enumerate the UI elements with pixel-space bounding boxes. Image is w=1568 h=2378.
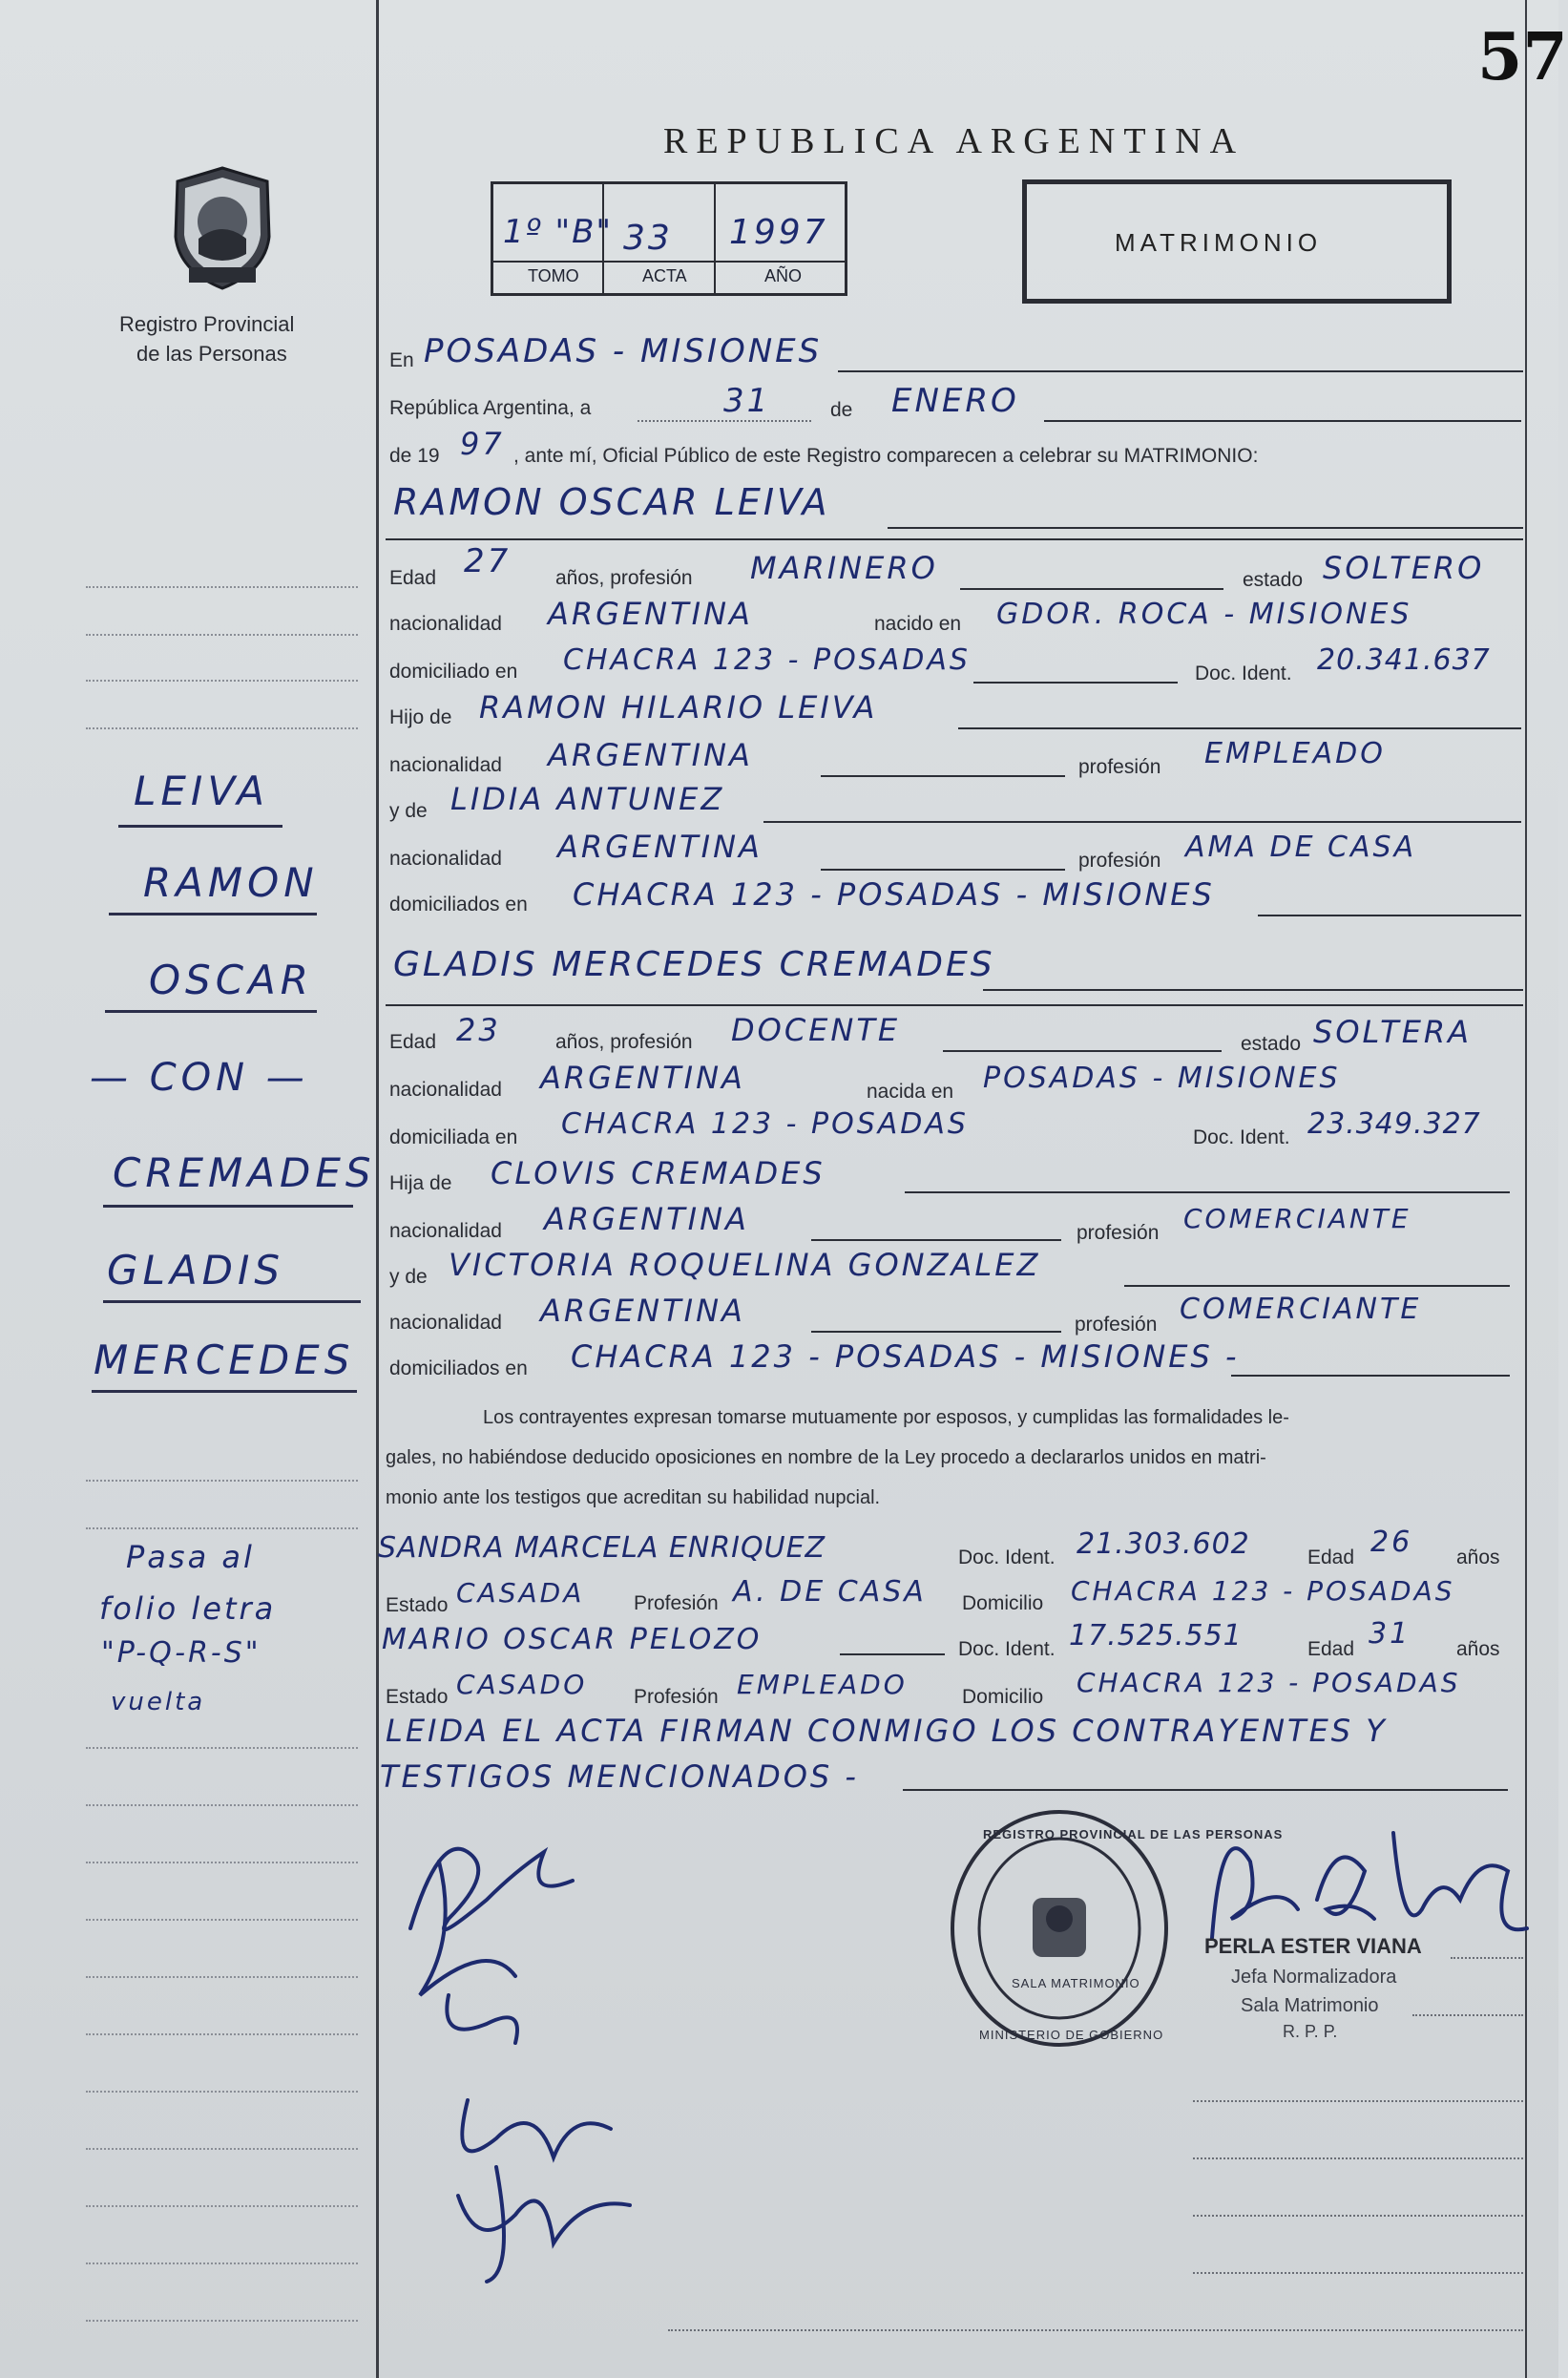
margin-annotation-2: folio letra bbox=[99, 1590, 277, 1627]
record-type: MATRIMONIO bbox=[1115, 228, 1323, 257]
dotted-line bbox=[668, 2329, 1523, 2331]
rule-line bbox=[888, 527, 1523, 529]
official-title-1: Jefa Normalizadora bbox=[1231, 1967, 1397, 1988]
rule-line bbox=[811, 1331, 1061, 1333]
label-estado: estado bbox=[1243, 569, 1304, 591]
label-y-de: y de bbox=[389, 800, 428, 822]
year-short-value: 97 bbox=[460, 426, 505, 462]
label-doc: Doc. Ident. bbox=[958, 1638, 1056, 1660]
label-estado2: Estado bbox=[386, 1686, 449, 1708]
label-nacionalidad: nacionalidad bbox=[389, 848, 502, 870]
label-domiciliado-en: domiciliado en bbox=[389, 661, 518, 683]
dotted-line bbox=[1193, 2215, 1523, 2217]
record-number-box bbox=[491, 181, 847, 296]
closing-line-2: TESTIGOS MENCIONADOS - bbox=[380, 1758, 859, 1795]
label-doc: Doc. Ident. bbox=[958, 1547, 1056, 1568]
dotted-line bbox=[1412, 2014, 1523, 2016]
margin-dotted-line bbox=[86, 2205, 358, 2207]
label-edad: Edad bbox=[389, 1031, 437, 1053]
label-nacionalidad: nacionalidad bbox=[389, 754, 502, 776]
stamp-ring-text: REGISTRO PROVINCIAL DE LAS PERSONAS bbox=[983, 1827, 1284, 1841]
margin-dotted-line bbox=[86, 727, 358, 729]
witness1-domicilio: CHACRA 123 - POSADAS bbox=[1071, 1575, 1455, 1607]
rule-line bbox=[386, 1004, 1523, 1006]
label-edad2: Edad bbox=[1307, 1638, 1355, 1660]
bride-nacida-en: POSADAS - MISIONES bbox=[983, 1062, 1341, 1095]
declaration-line-1: Los contrayentes expresan tomarse mutuamente por esposos, y cumplidas las formalidades le- bbox=[483, 1407, 1289, 1428]
margin-note-5: CREMADES bbox=[113, 1149, 376, 1196]
label-domiciliada-en: domiciliada en bbox=[389, 1126, 518, 1148]
rule-line bbox=[386, 538, 1523, 540]
groom-doc: 20.341.637 bbox=[1317, 643, 1491, 677]
label-nacionalidad: nacionalidad bbox=[389, 1220, 502, 1242]
rule-line bbox=[1231, 1375, 1510, 1377]
rule-line bbox=[960, 588, 1223, 590]
margin-note-1: LEIVA bbox=[134, 768, 269, 814]
witness1-name: SANDRA MARCELA ENRIQUEZ bbox=[378, 1531, 826, 1565]
dotted-line bbox=[1193, 2272, 1523, 2274]
label-nacionalidad: nacionalidad bbox=[389, 613, 502, 635]
label-domiciliados-en: domiciliados en bbox=[389, 894, 528, 915]
tomo-value: 1º "B" bbox=[503, 213, 614, 251]
registry-line-1: Registro Provincial bbox=[119, 312, 295, 336]
anio-value: 1997 bbox=[729, 213, 828, 252]
bride-domicilio: CHACRA 123 - POSADAS bbox=[561, 1107, 969, 1141]
label-doc-ident: Doc. Ident. bbox=[1193, 1126, 1290, 1148]
margin-dotted-line bbox=[86, 2091, 358, 2093]
margin-dotted-line bbox=[86, 2148, 358, 2150]
label-anos-profesion: años, profesión bbox=[555, 567, 693, 589]
groom-edad: 27 bbox=[464, 542, 512, 580]
label-nacido-en: nacido en bbox=[874, 613, 962, 635]
rule-line bbox=[821, 869, 1065, 871]
label-en: En bbox=[389, 349, 414, 371]
label-doc-ident: Doc. Ident. bbox=[1195, 663, 1292, 684]
bride-parents-domicilio: CHACRA 123 - POSADAS - MISIONES - bbox=[571, 1338, 1240, 1375]
rule-line bbox=[973, 682, 1178, 684]
margin-dotted-line bbox=[86, 1747, 358, 1749]
rule-line bbox=[983, 989, 1523, 991]
witness2-domicilio: CHACRA 123 - POSADAS bbox=[1077, 1667, 1461, 1698]
witness1-edad: 26 bbox=[1370, 1526, 1413, 1559]
registry-line-2: de las Personas bbox=[136, 342, 287, 366]
bride-father: CLOVIS CREMADES bbox=[491, 1155, 826, 1191]
margin-annotation-1: Pasa al bbox=[126, 1539, 255, 1575]
margin-underline bbox=[92, 1390, 357, 1393]
dotted-line bbox=[1193, 2100, 1523, 2102]
groom-mother: LIDIA ANTUNEZ bbox=[450, 781, 725, 817]
stamp-inner-text: SALA MATRIMONIO bbox=[1012, 1976, 1140, 1990]
margin-underline bbox=[105, 1010, 317, 1013]
witness1-profesion: A. DE CASA bbox=[733, 1575, 927, 1609]
bride-edad: 23 bbox=[456, 1012, 501, 1048]
groom-nacido-en: GDOR. ROCA - MISIONES bbox=[996, 598, 1412, 631]
groom-father-profesion: EMPLEADO bbox=[1204, 737, 1386, 770]
rule-line bbox=[1124, 1285, 1510, 1287]
stamp-bottom-text: MINISTERIO DE GOBIERNO bbox=[979, 2028, 1164, 2042]
label-anos: años bbox=[1456, 1638, 1500, 1660]
margin-dotted-line bbox=[86, 1480, 358, 1482]
label-profesion: profesión bbox=[1078, 756, 1161, 778]
label-de-19: de 19 bbox=[389, 445, 440, 467]
label-edad: Edad bbox=[389, 567, 437, 589]
witness2-doc: 17.525.551 bbox=[1069, 1619, 1243, 1652]
margin-note-4: — CON — bbox=[90, 1056, 309, 1100]
margin-dotted-line bbox=[86, 680, 358, 682]
official-stamp bbox=[945, 1804, 1174, 2052]
month-value: ENERO bbox=[891, 382, 1019, 420]
label-hijo-de: Hijo de bbox=[389, 706, 452, 728]
rule-line bbox=[943, 1050, 1222, 1052]
groom-father: RAMON HILARIO LEIVA bbox=[479, 689, 878, 726]
groom-estado: SOLTERO bbox=[1323, 550, 1485, 586]
rule-line bbox=[838, 370, 1523, 372]
right-border bbox=[1525, 0, 1527, 2378]
province-seal-logo bbox=[160, 162, 284, 296]
witness1-estado: CASADA bbox=[456, 1577, 585, 1609]
groom-name: RAMON OSCAR LEIVA bbox=[393, 481, 830, 523]
record-type-box bbox=[1022, 179, 1452, 304]
bride-estado: SOLTERA bbox=[1313, 1014, 1473, 1050]
declaration-line-2: gales, no habiéndose deducido oposiciones en nombre de la Ley procedo a declararlos unidos en matri- bbox=[386, 1447, 1266, 1468]
label-edad2: Edad bbox=[1307, 1547, 1355, 1568]
margin-dotted-line bbox=[86, 634, 358, 636]
witness2-estado: CASADO bbox=[456, 1669, 588, 1700]
margin-dotted-line bbox=[86, 2320, 358, 2322]
label-y-de: y de bbox=[389, 1266, 428, 1288]
margin-underline bbox=[103, 1205, 353, 1208]
margin-underline bbox=[103, 1300, 361, 1303]
label-domicilio: Domicilio bbox=[962, 1686, 1044, 1708]
label-domicilio: Domicilio bbox=[962, 1592, 1044, 1614]
witness2-profesion: EMPLEADO bbox=[737, 1669, 908, 1700]
label-anos: años bbox=[1456, 1547, 1500, 1568]
country-title: REPUBLICA ARGENTINA bbox=[663, 121, 1245, 161]
label-domiciliados-en: domiciliados en bbox=[389, 1357, 528, 1379]
page-number: 57 bbox=[1477, 19, 1568, 95]
bride-nacionalidad: ARGENTINA bbox=[540, 1060, 745, 1096]
bride-name: GLADIS MERCEDES CREMADES bbox=[393, 945, 995, 984]
margin-dotted-line bbox=[86, 1862, 358, 1863]
label-nacionalidad: nacionalidad bbox=[389, 1079, 502, 1101]
margin-dotted-line bbox=[86, 1527, 358, 1529]
signature-scribbles bbox=[382, 1795, 668, 2291]
witness2-edad: 31 bbox=[1369, 1617, 1411, 1651]
rule-line bbox=[763, 821, 1521, 823]
label-comparecen: , ante mí, Oficial Público de este Registro comparecen a celebrar su MATRIMONIO: bbox=[513, 445, 1259, 467]
tomo-label: TOMO bbox=[528, 266, 579, 285]
margin-dotted-line bbox=[86, 586, 358, 588]
label-republica: República Argentina, a bbox=[389, 397, 592, 419]
bride-mother-profesion: COMERCIANTE bbox=[1180, 1293, 1422, 1326]
official-title-2: Sala Matrimonio bbox=[1241, 1995, 1379, 2016]
margin-annotation-4: vuelta bbox=[111, 1688, 206, 1716]
bride-profesion: DOCENTE bbox=[731, 1012, 901, 1048]
rule-line bbox=[903, 1789, 1508, 1791]
label-profesion: profesión bbox=[1077, 1222, 1160, 1244]
bride-father-profesion: COMERCIANTE bbox=[1183, 1203, 1411, 1234]
declaration-line-3: monio ante los testigos que acreditan su habilidad nupcial. bbox=[386, 1487, 881, 1508]
label-hija-de: Hija de bbox=[389, 1172, 452, 1194]
margin-dotted-line bbox=[86, 1976, 358, 1978]
groom-mother-nacionalidad: ARGENTINA bbox=[557, 829, 763, 865]
label-nacida-en: nacida en bbox=[867, 1081, 954, 1103]
label-nacionalidad: nacionalidad bbox=[389, 1312, 502, 1334]
label-de: de bbox=[830, 399, 853, 421]
groom-profesion: MARINERO bbox=[750, 550, 938, 586]
bride-father-nacionalidad: ARGENTINA bbox=[544, 1201, 749, 1237]
margin-annotation-3: "P-Q-R-S" bbox=[101, 1636, 261, 1670]
label-profesion: profesión bbox=[1075, 1314, 1158, 1336]
groom-nacionalidad: ARGENTINA bbox=[548, 596, 753, 632]
margin-note-2: RAMON bbox=[143, 859, 319, 906]
label-estado2: Estado bbox=[386, 1594, 449, 1616]
groom-domicilio: CHACRA 123 - POSADAS bbox=[563, 643, 971, 677]
margin-dotted-line bbox=[86, 2262, 358, 2264]
groom-parents-domicilio: CHACRA 123 - POSADAS - MISIONES bbox=[573, 876, 1215, 913]
bride-mother: VICTORIA ROQUELINA GONZALEZ bbox=[449, 1247, 1041, 1283]
day-value: 31 bbox=[723, 382, 771, 420]
rule-line bbox=[905, 1191, 1510, 1193]
rule-line bbox=[1258, 915, 1521, 916]
label-profesion2: Profesión bbox=[634, 1592, 719, 1614]
margin-underline bbox=[109, 913, 317, 915]
dotted-line bbox=[1193, 2157, 1523, 2159]
bride-doc: 23.349.327 bbox=[1307, 1107, 1481, 1141]
label-anos-profesion: años, profesión bbox=[555, 1031, 693, 1053]
bride-mother-nacionalidad: ARGENTINA bbox=[540, 1293, 745, 1329]
acta-label: ACTA bbox=[642, 266, 687, 285]
margin-note-3: OSCAR bbox=[149, 957, 313, 1003]
anio-label: AÑO bbox=[764, 266, 803, 285]
rule-line bbox=[958, 727, 1521, 729]
acta-value: 33 bbox=[623, 219, 673, 258]
groom-father-nacionalidad: ARGENTINA bbox=[548, 737, 753, 773]
label-profesion: profesión bbox=[1078, 850, 1161, 872]
margin-note-7: MERCEDES bbox=[94, 1336, 355, 1383]
groom-mother-profesion: AMA DE CASA bbox=[1185, 831, 1417, 864]
margin-underline bbox=[118, 825, 282, 828]
witness1-doc: 21.303.602 bbox=[1077, 1527, 1250, 1561]
official-name: PERLA ESTER VIANA bbox=[1204, 1934, 1422, 1958]
closing-line-1: LEIDA EL ACTA FIRMAN CONMIGO LOS CONTRAYENTES Y bbox=[386, 1713, 1388, 1749]
label-estado: estado bbox=[1241, 1033, 1302, 1055]
rule-line bbox=[821, 775, 1065, 777]
place-value: POSADAS - MISIONES bbox=[424, 332, 823, 370]
margin-dotted-line bbox=[86, 1804, 358, 1806]
margin-divider bbox=[376, 0, 379, 2378]
rule-line bbox=[811, 1239, 1061, 1241]
margin-note-6: GLADIS bbox=[107, 1247, 285, 1294]
rule-line bbox=[840, 1653, 945, 1655]
witness2-name: MARIO OSCAR PELOZO bbox=[382, 1623, 763, 1656]
rule-line bbox=[1044, 420, 1521, 422]
official-title-3: R. P. P. bbox=[1283, 2022, 1338, 2041]
margin-dotted-line bbox=[86, 1919, 358, 1921]
margin-dotted-line bbox=[86, 2033, 358, 2035]
dotted-line bbox=[638, 420, 811, 422]
label-profesion2: Profesión bbox=[634, 1686, 719, 1708]
